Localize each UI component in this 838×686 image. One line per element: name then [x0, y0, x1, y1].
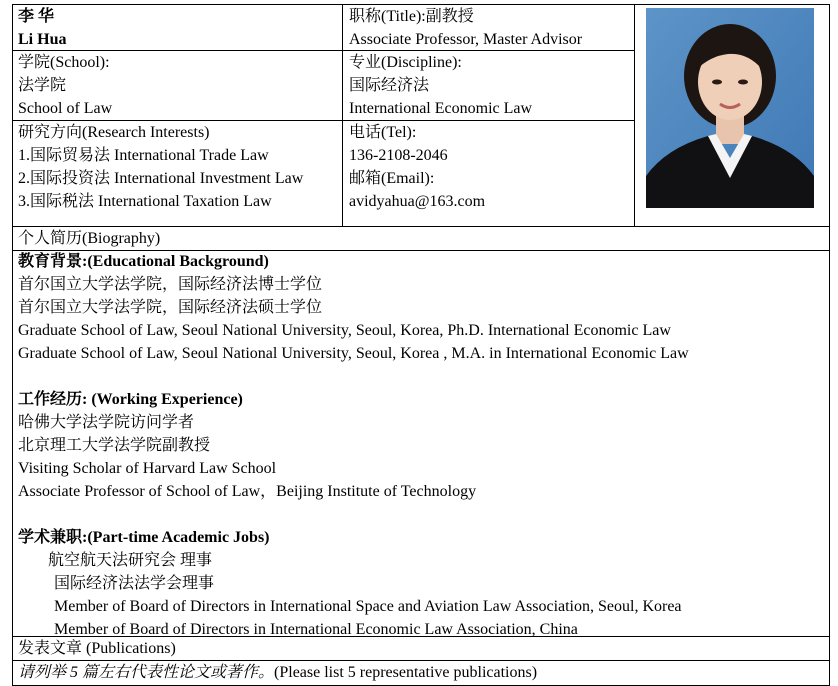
- discipline-value-chinese: 国际经济法: [349, 77, 430, 94]
- school-value-english: School of Law: [18, 100, 113, 117]
- publications-note-chinese: 请列举 5 篇左右代表性论文或著作。: [18, 664, 275, 681]
- academic-heading: 学术兼职:(Part-time Academic Jobs): [18, 529, 270, 546]
- title-value-chinese: 副教授: [425, 8, 474, 25]
- research-item: 3.国际税法 International Taxation Law: [18, 193, 272, 210]
- research-item: 1.国际贸易法 International Trade Law: [18, 147, 269, 164]
- email-value: avidyahua@163.com: [349, 193, 486, 210]
- tel-value: 136-2108-2046: [349, 147, 448, 164]
- discipline-value-english: International Economic Law: [349, 100, 533, 117]
- biography-label: 个人简历(Biography): [18, 230, 161, 247]
- education-heading: 教育背景:(Educational Background): [18, 253, 269, 270]
- contact-cell: [349, 121, 485, 213]
- title-cell: [349, 5, 582, 51]
- title-label: 职称(Title):: [349, 8, 426, 25]
- academic-line: Member of Board of Directors in International Economic Law Association, China: [54, 621, 578, 638]
- research-label: 研究方向(Research Interests): [18, 124, 210, 141]
- title-value-english: Associate Professor, Master Advisor: [349, 31, 583, 48]
- profile-table: [12, 4, 830, 686]
- education-line: Graduate School of Law, Seoul National University, Seoul, Korea, Ph.D. International Economic Law: [18, 322, 671, 339]
- school-value-chinese: 法学院: [18, 77, 67, 94]
- name-chinese: 李 华: [18, 8, 55, 25]
- academic-line: 航空航天法研究会 理事: [48, 552, 213, 569]
- education-line: 首尔国立大学法学院，国际经济法博士学位: [18, 276, 323, 293]
- research-cell: [18, 121, 303, 213]
- name-cell: [18, 5, 66, 51]
- portrait-photo: [646, 8, 814, 208]
- tel-label: 电话(Tel):: [349, 124, 417, 141]
- education-line: 首尔国立大学法学院，国际经济法硕士学位: [18, 299, 323, 316]
- school-label: 学院(School):: [18, 54, 110, 71]
- school-cell: [18, 51, 112, 120]
- education-line: Graduate School of Law, Seoul National University, Seoul, Korea , M.A. in International Economic Law: [18, 345, 689, 362]
- work-heading: 工作经历: (Working Experience): [18, 391, 243, 408]
- work-line: Visiting Scholar of Harvard Law School: [18, 460, 277, 477]
- email-label: 邮箱(Email):: [349, 170, 435, 187]
- discipline-label: 专业(Discipline):: [349, 54, 462, 71]
- publications-note: [18, 661, 537, 684]
- work-line: 北京理工大学法学院副教授: [18, 437, 211, 454]
- academic-line: 国际经济法法学会理事: [54, 575, 215, 592]
- work-line: 哈佛大学法学院访问学者: [18, 414, 195, 431]
- academic-line: Member of Board of Directors in International Space and Aviation Law Association, Seoul, Korea: [54, 598, 682, 615]
- research-item: 2.国际投资法 International Investment Law: [18, 170, 304, 187]
- work-line: Associate Professor of School of Law，Beijing Institute of Technology: [18, 483, 477, 500]
- discipline-cell: [349, 51, 532, 120]
- name-english: Li Hua: [18, 31, 67, 48]
- biography-section: [18, 250, 689, 641]
- publications-label: 发表文章 (Publications): [18, 640, 176, 657]
- publications-note-english: (Please list 5 representative publications): [274, 664, 538, 681]
